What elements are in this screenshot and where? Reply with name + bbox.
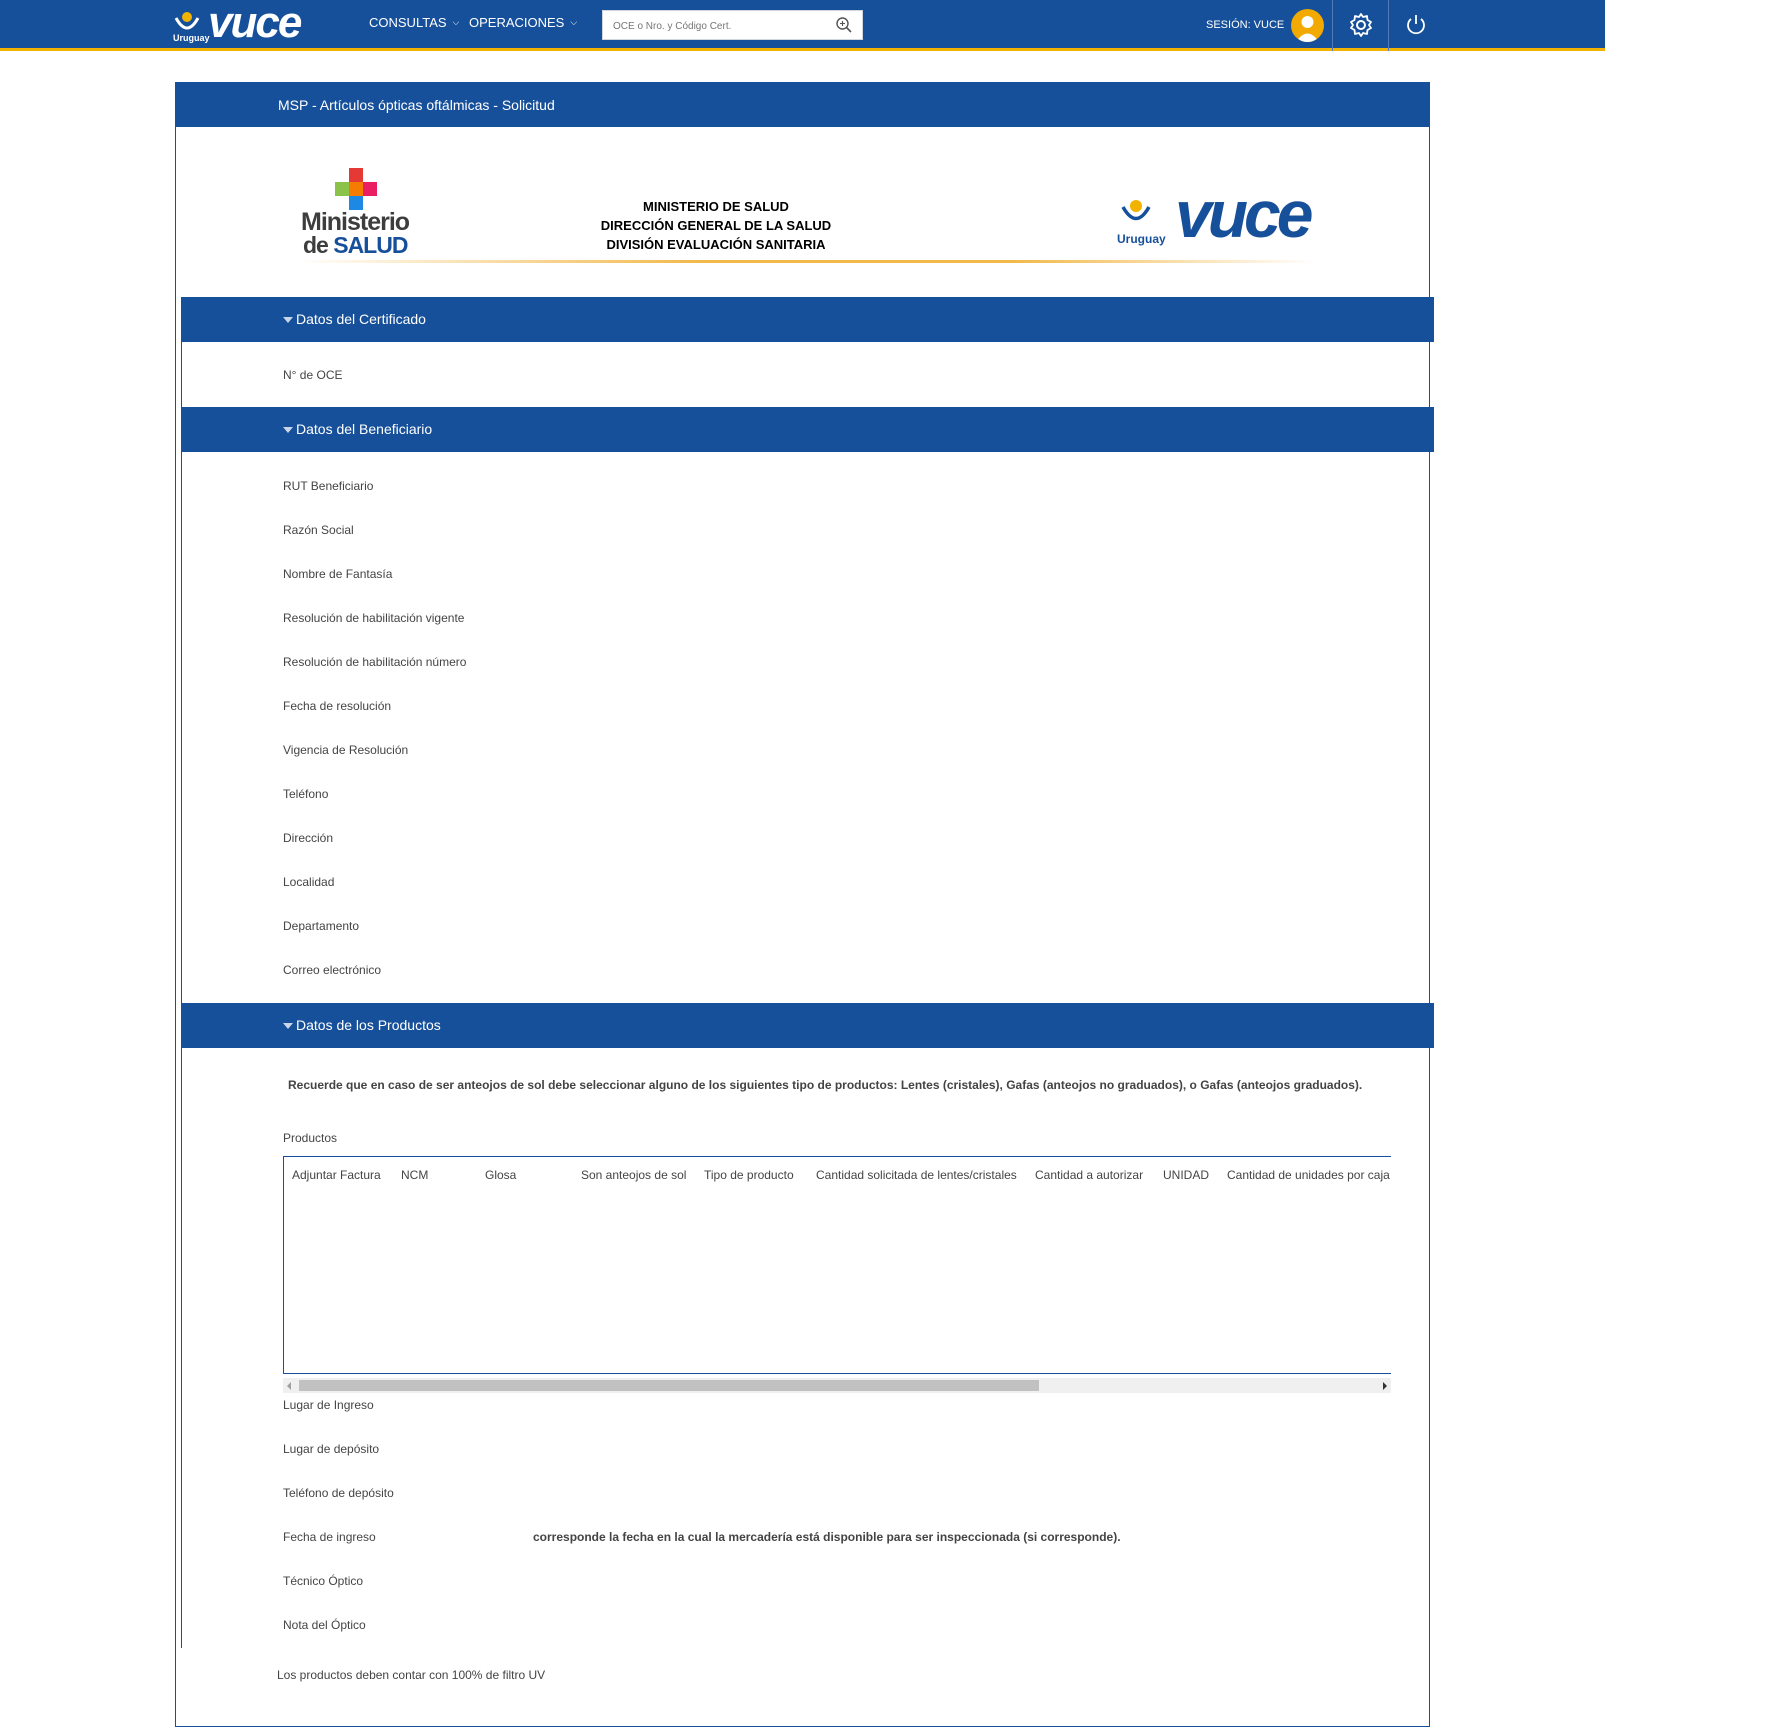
field-label-fecha-ingreso: Fecha de ingreso [283,1530,376,1544]
column-header[interactable]: NCM [401,1168,429,1182]
menu-operaciones[interactable] [469,15,577,30]
ministerio-de-salud-logo [296,162,416,262]
column-header[interactable]: Adjuntar Factura [292,1168,381,1182]
section-datos-productos[interactable] [181,1003,1434,1048]
banner-divider [296,260,1316,263]
field-label-direccion: Dirección [283,831,334,845]
scrollbar-thumb[interactable] [299,1380,1039,1391]
divider [181,452,182,1004]
field-label-telefono-deposito: Teléfono de depósito [283,1486,394,1500]
field-label-nro-oce: N° de OCE [283,368,343,382]
section-title: Datos de los Productos [296,1017,441,1033]
page-title: MSP - Artículos ópticas oftálmicas - Solicitud [278,97,555,113]
collapse-triangle-icon [283,427,293,433]
section-datos-beneficiario[interactable] [181,407,1434,452]
msp-logo-line2 [303,232,407,259]
collapse-triangle-icon [283,1023,293,1029]
ministry-banner [296,160,1316,270]
ministry-line-1: MINISTERIO DE SALUD [643,199,789,214]
uv-filter-footnote: Los productos deben contar con 100% de filtro UV [277,1668,546,1682]
vuce-logo-country: Uruguay [1117,232,1166,246]
column-header[interactable]: Glosa [485,1168,517,1182]
field-label-nombre-fantasia: Nombre de Fantasía [283,567,393,581]
field-label-rut: RUT Beneficiario [283,479,374,493]
msp-logo-salud: SALUD [333,232,408,258]
sunglasses-notice: Recuerde que en caso de ser anteojos de sol debe seleccionar alguno de los siguientes tipo de productos: Lentes (cristales), Gafas (anteojos no graduados), o Gafas (anteojos graduados). [288,1078,1363,1092]
divider [181,1048,182,1648]
chevron-down-icon: ⌵ [570,17,578,27]
ministry-line-2: DIRECCIÓN GENERAL DE LA SALUD [600,218,832,233]
search-box [602,10,863,40]
divider [1388,0,1389,51]
menu-consultas[interactable] [369,15,459,30]
column-header[interactable]: Cantidad de unidades por caja [1227,1168,1390,1182]
divider [1332,0,1333,51]
column-header[interactable]: Son anteojos de sol [581,1168,687,1182]
field-label-fecha-resolucion: Fecha de resolución [283,699,392,713]
field-label-telefono: Teléfono [283,787,329,801]
field-label-departamento: Departamento [283,919,360,933]
column-header[interactable]: UNIDAD [1163,1168,1210,1182]
divider [181,342,182,407]
form-card [175,82,1430,1727]
vuce-uruguay-logo [1111,177,1341,260]
field-label-correo: Correo electrónico [283,963,382,977]
card-header [176,82,1430,127]
uruguay-sun-emblem-icon [1119,196,1153,234]
chevron-down-icon: ⌵ [452,17,460,27]
fecha-ingreso-hint: corresponde la fecha en la cual la mercadería está disponible para ser inspeccionada (si corresponde). [533,1530,1121,1544]
scroll-left-arrow-icon[interactable] [287,1382,291,1390]
msp-logo-de: de [303,232,328,258]
gear-icon[interactable] [1348,12,1374,38]
field-label-localidad: Localidad [283,875,335,889]
ministry-line-3: DIVISIÓN EVALUACIÓN SANITARIA [606,237,826,252]
user-avatar-icon[interactable] [1291,9,1324,42]
field-label-nota-optico: Nota del Óptico [283,1618,366,1632]
menu-consultas-label: CONSULTAS [369,15,447,30]
field-label-lugar-deposito: Lugar de depósito [283,1442,380,1456]
productos-grid[interactable] [283,1156,1391,1374]
field-label-lugar-ingreso: Lugar de Ingreso [283,1398,374,1412]
grid-horizontal-scrollbar[interactable] [283,1378,1391,1393]
section-title: Datos del Beneficiario [296,421,433,437]
ministry-heading [536,197,896,254]
scroll-right-arrow-icon[interactable] [1383,1382,1387,1390]
field-label-resolucion-vigente: Resolución de habilitación vigente [283,611,465,625]
column-header[interactable]: Tipo de producto [704,1168,794,1182]
brand-wordmark: vuce [208,0,301,47]
field-label-resolucion-numero: Resolución de habilitación número [283,655,467,669]
power-icon[interactable] [1403,12,1429,38]
grid-label-productos: Productos [283,1131,338,1145]
zoom-search-icon[interactable] [835,16,853,34]
section-datos-certificado[interactable] [181,297,1434,342]
field-label-tecnico-optico: Técnico Óptico [283,1574,364,1588]
brand-country: Uruguay [173,33,210,43]
section-title: Datos del Certificado [296,311,426,327]
field-label-vigencia-resolucion: Vigencia de Resolución [283,743,409,757]
field-label-razon-social: Razón Social [283,523,354,537]
session-label: SESIÓN: VUCE [1206,19,1285,31]
search-input[interactable] [613,18,823,34]
menu-operaciones-label: OPERACIONES [469,15,565,30]
column-header[interactable]: Cantidad solicitada de lentes/cristales [816,1168,1017,1182]
top-navbar [0,0,1605,51]
column-header[interactable]: Cantidad a autorizar [1035,1168,1144,1182]
collapse-triangle-icon [283,317,293,323]
msp-logo-line1: Ministerio [301,208,410,236]
health-cross-icon [333,166,379,212]
vuce-logo-wordmark: vuce [1175,177,1310,251]
